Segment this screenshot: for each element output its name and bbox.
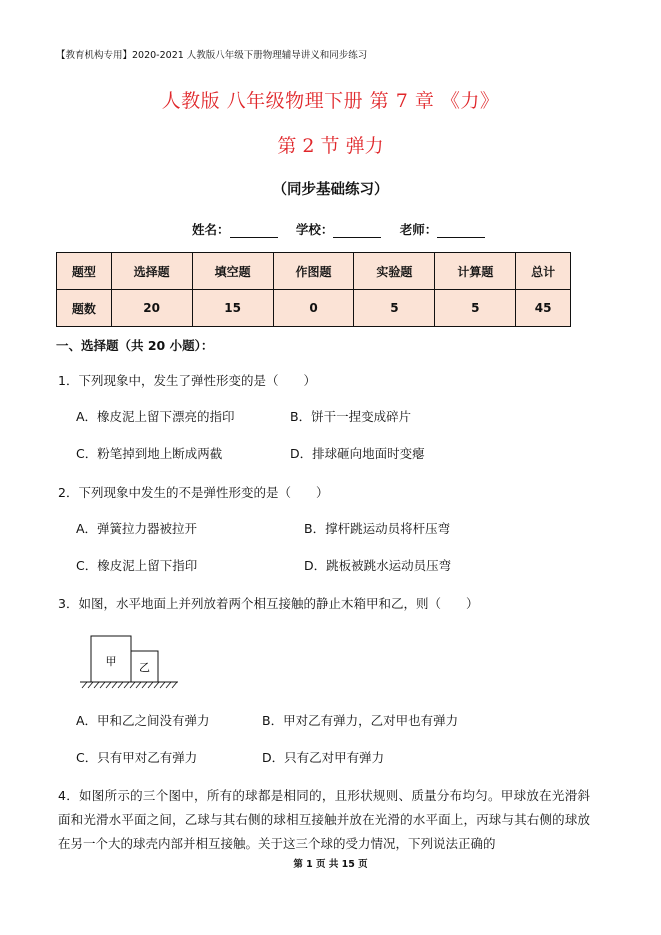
boxes-figure — [76, 632, 182, 692]
option-b: B．撑杆跳运动员将杆压弯 — [304, 521, 451, 536]
question-stem: 2．下列现象中发生的不是弹性形变的是（ ） — [58, 485, 329, 500]
table-cell: 实验题 — [354, 253, 435, 290]
table-cell: 计算题 — [435, 253, 516, 290]
box-jia-label: 甲 — [105, 655, 117, 668]
option-a: A．橡皮泥上留下漂亮的指印 — [76, 409, 235, 424]
option-c: C．只有甲对乙有弹力 — [76, 750, 198, 765]
box-yi-label: 乙 — [139, 661, 150, 674]
option-b: B．甲对乙有弹力，乙对甲也有弹力 — [262, 713, 459, 728]
table-cell: 45 — [516, 290, 571, 327]
table-cell: 5 — [435, 290, 516, 327]
option-d: D．只有乙对甲有弹力 — [262, 750, 385, 765]
name-label: 姓名： — [192, 222, 230, 237]
question-stem: 1．下列现象中，发生了弹性形变的是（ ） — [58, 373, 316, 388]
section-heading: 第 2 节 弹力 — [277, 135, 384, 157]
table-cell: 作图题 — [273, 253, 354, 290]
table-cell: 20 — [111, 290, 192, 327]
table-cell: 选择题 — [111, 253, 192, 290]
question-stem: 3．如图，水平地面上并列放着两个相互接触的静止木箱甲和乙，则（ ） — [58, 596, 479, 611]
teacher-blank — [437, 225, 485, 238]
school-label: 学校： — [295, 222, 334, 237]
option-c: C．粉笔掉到地上断成两截 — [76, 446, 223, 461]
table-cell: 题数 — [57, 290, 112, 327]
table-cell: 填空题 — [192, 253, 273, 290]
question-stem: 4．如图所示的三个图中，所有的球都是相同的，且形状规则、质量分布均匀。甲球放在光滑斜面和光滑水平面之间，乙球与其右侧的球相互接触并放在光滑的水平面上，丙球与其右侧的球放在另一个大的球壳内部并相互接触。关于这三个球的受力情况，下列说法正确的 — [58, 788, 590, 851]
table-row — [57, 290, 571, 327]
table-header-row — [57, 253, 571, 290]
table-cell: 题型 — [57, 253, 112, 290]
student-info-line — [192, 220, 499, 238]
question-count-table — [56, 252, 571, 327]
option-a: A．甲和乙之间没有弹力 — [76, 713, 210, 728]
school-blank — [333, 225, 381, 238]
header-note: 【教育机构专用】2020-2021 人教版八年级下册物理辅导讲义和同步练习 — [56, 50, 368, 61]
table-cell: 总计 — [516, 253, 571, 290]
option-a: A．弹簧拉力器被拉开 — [76, 521, 198, 536]
option-d: D．排球砸向地面时变瘪 — [290, 446, 425, 461]
ground-hatch — [82, 682, 177, 688]
table-cell: 0 — [273, 290, 354, 327]
table-cell: 5 — [354, 290, 435, 327]
teacher-label: 老师： — [399, 222, 438, 237]
table-cell: 15 — [192, 290, 273, 327]
exercise-subtitle: （同步基础练习） — [272, 182, 389, 198]
option-b: B．饼干一捏变成碎片 — [290, 409, 412, 424]
section-title: 一、选择题（共 20 小题）： — [56, 338, 214, 353]
name-blank — [230, 225, 278, 238]
page-footer: 第 1 页 共 15 页 — [293, 859, 368, 870]
page-title: 人教版 八年级物理下册 第 7 章 《力》 — [161, 90, 500, 112]
option-d: D．跳板被跳水运动员压弯 — [304, 558, 452, 573]
option-c: C．橡皮泥上留下指印 — [76, 558, 198, 573]
